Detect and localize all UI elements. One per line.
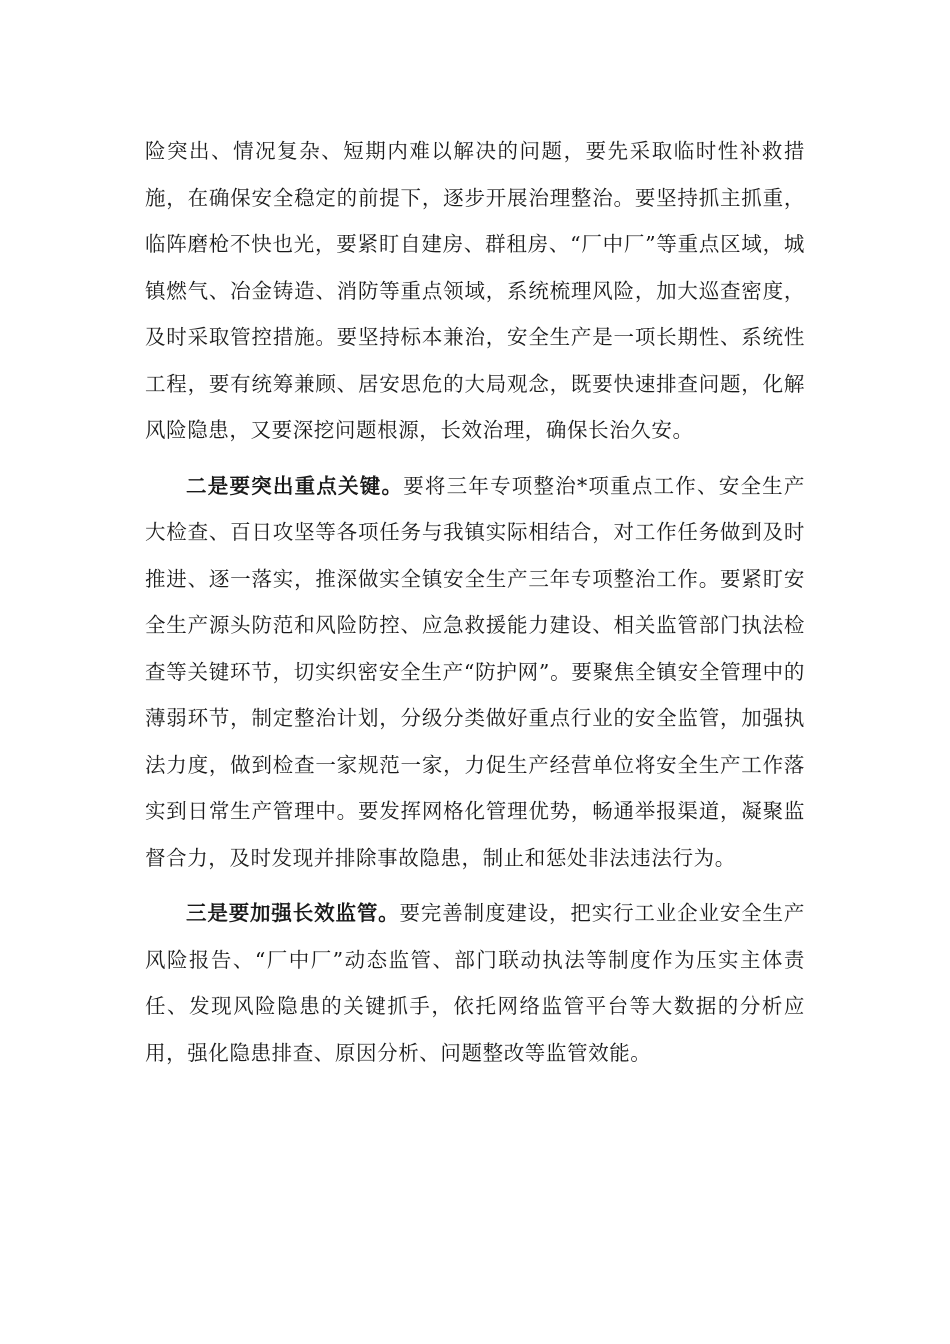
paragraph-long-term-supervision (145, 890, 805, 1076)
paragraph-key-focus (145, 463, 805, 882)
paragraph-text: 要将三年专项整治*项重点工作、安全生产大检查、百日攻坚等各项任务与我镇实际相结合，对工作任务做到及时推进、逐一落实，推深做实全镇安全生产三年专项整治工作。要紧盯安全生产源头防范和风险防控、应急救援能力建设、相关监管部门执法检查等关键环节，切实织密安全生产“防护网”。要聚焦全镇安全管理中的薄弱环节，制定整治计划，分级分类做好重点行业的安全监管，加强执法力度，做到检查一家规范一家，力促生产经营单位将安全生产工作落实到日常生产管理中。要发挥网格化管理优势，畅通举报渠道，凝聚监督合力，及时发现并排除事故隐患，制止和惩处非法违法行为。 (145, 473, 806, 870)
paragraph-text: 要完善制度建设，把实行工业企业安全生产风险报告、“厂中厂”动态监管、部门联动执法等制度作为压实主体责任、发现风险隐患的关键抓手，依托网络监管平台等大数据的分析应用，强化隐患排查、原因分析、问题整改等监管效能。 (145, 901, 806, 1065)
paragraph-heading: 二是要突出重点关键。 (186, 473, 404, 498)
paragraph-heading: 三是要加强长效监管。 (186, 901, 400, 925)
paragraph-text: 险突出、情况复杂、短期内难以解决的问题，要先采取临时性补救措施，在确保安全稳定的前提下，逐步开展治理整治。要坚持抓主抓重，临阵磨枪不快也光，要紧盯自建房、群租房、“厂中厂”等重点区域，城镇燃气、冶金铸造、消防等重点领域，系统梳理风险，加大巡查密度，及时采取管控措施。要坚持标本兼治，安全生产是一项长期性、系统性工程，要有统筹兼顾、居安思危的大局观念，既要快速排查问题，化解风险隐患，又要深挖问题根源，长效治理，确保长治久安。 (145, 139, 805, 442)
document-body (145, 128, 805, 1076)
paragraph-continuation (145, 128, 805, 454)
